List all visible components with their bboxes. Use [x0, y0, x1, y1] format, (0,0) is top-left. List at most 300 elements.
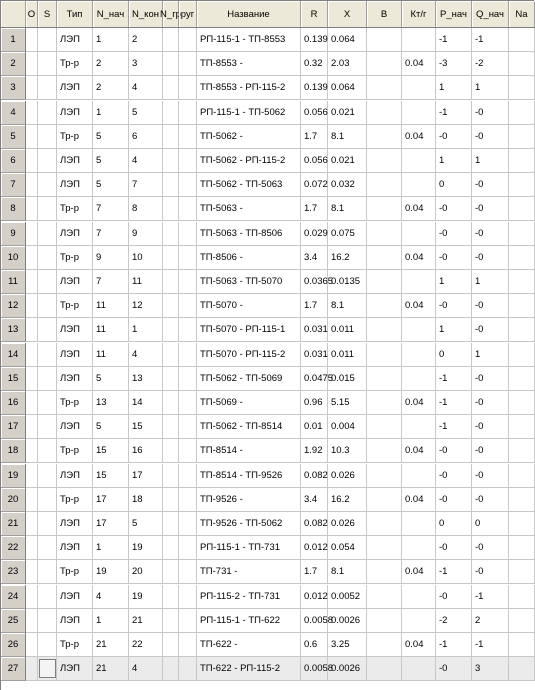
o-cell[interactable]	[26, 560, 38, 584]
kt-cell[interactable]	[402, 101, 436, 125]
name-cell[interactable]	[197, 585, 301, 609]
row-number[interactable]	[1, 294, 26, 318]
p-start-cell[interactable]	[436, 149, 472, 173]
row-number[interactable]	[1, 439, 26, 463]
name-cell[interactable]	[197, 222, 301, 246]
rug-cell[interactable]	[179, 439, 197, 463]
s-cell[interactable]	[38, 585, 57, 609]
na-cell[interactable]	[509, 343, 535, 367]
col-type[interactable]	[57, 1, 93, 27]
rug-cell[interactable]	[179, 560, 197, 584]
b-cell[interactable]	[367, 536, 402, 560]
r-cell[interactable]	[301, 585, 328, 609]
table-row[interactable]	[1, 52, 535, 76]
col-n-start[interactable]	[93, 1, 129, 27]
s-cell[interactable]	[38, 52, 57, 76]
rug-cell[interactable]	[179, 657, 197, 681]
o-cell[interactable]	[26, 391, 38, 415]
b-cell[interactable]	[367, 439, 402, 463]
na-cell[interactable]	[509, 585, 535, 609]
rug-cell[interactable]	[179, 125, 197, 149]
name-cell[interactable]	[197, 125, 301, 149]
q-start-cell[interactable]	[472, 197, 509, 221]
kt-cell[interactable]	[402, 560, 436, 584]
na-cell[interactable]	[509, 246, 535, 270]
q-start-cell[interactable]	[472, 246, 509, 270]
row-number[interactable]	[1, 318, 26, 342]
b-cell[interactable]	[367, 391, 402, 415]
r-cell[interactable]	[301, 149, 328, 173]
n-gr-cell[interactable]	[163, 367, 179, 391]
n-start-cell[interactable]	[93, 125, 129, 149]
kt-cell[interactable]	[402, 512, 436, 536]
na-cell[interactable]	[509, 318, 535, 342]
name-cell[interactable]	[197, 294, 301, 318]
n-start-cell[interactable]	[93, 367, 129, 391]
b-cell[interactable]	[367, 270, 402, 294]
col-b[interactable]	[367, 1, 402, 27]
b-cell[interactable]	[367, 367, 402, 391]
col-q-start[interactable]	[472, 1, 509, 27]
col-n-end[interactable]	[129, 1, 163, 27]
row-number[interactable]	[1, 173, 26, 197]
o-cell[interactable]	[26, 294, 38, 318]
table-row[interactable]	[1, 367, 535, 391]
s-cell[interactable]	[38, 197, 57, 221]
table-row[interactable]	[1, 512, 535, 536]
name-cell[interactable]	[197, 464, 301, 488]
col-na[interactable]	[509, 1, 535, 27]
x-cell[interactable]	[328, 52, 367, 76]
table-row[interactable]	[1, 464, 535, 488]
b-cell[interactable]	[367, 560, 402, 584]
b-cell[interactable]	[367, 512, 402, 536]
row-number[interactable]	[1, 488, 26, 512]
name-cell[interactable]	[197, 270, 301, 294]
n-gr-cell[interactable]	[163, 415, 179, 439]
n-gr-cell[interactable]	[163, 464, 179, 488]
n-end-cell[interactable]	[129, 536, 163, 560]
kt-cell[interactable]	[402, 439, 436, 463]
na-cell[interactable]	[509, 488, 535, 512]
n-gr-cell[interactable]	[163, 318, 179, 342]
rug-cell[interactable]	[179, 173, 197, 197]
row-number[interactable]	[1, 197, 26, 221]
type-cell[interactable]	[57, 464, 93, 488]
x-cell[interactable]	[328, 173, 367, 197]
q-start-cell[interactable]	[472, 415, 509, 439]
row-number[interactable]	[1, 536, 26, 560]
o-cell[interactable]	[26, 52, 38, 76]
p-start-cell[interactable]	[436, 585, 472, 609]
n-start-cell[interactable]	[93, 609, 129, 633]
n-gr-cell[interactable]	[163, 270, 179, 294]
s-cell[interactable]	[38, 28, 57, 52]
type-cell[interactable]	[57, 609, 93, 633]
rug-cell[interactable]	[179, 512, 197, 536]
n-start-cell[interactable]	[93, 343, 129, 367]
p-start-cell[interactable]	[436, 246, 472, 270]
x-cell[interactable]	[328, 28, 367, 52]
rug-cell[interactable]	[179, 246, 197, 270]
b-cell[interactable]	[367, 657, 402, 681]
name-cell[interactable]	[197, 391, 301, 415]
q-start-cell[interactable]	[472, 270, 509, 294]
table-row[interactable]	[1, 536, 535, 560]
type-cell[interactable]	[57, 222, 93, 246]
kt-cell[interactable]	[402, 585, 436, 609]
col-o[interactable]	[26, 1, 38, 27]
type-cell[interactable]	[57, 149, 93, 173]
type-cell[interactable]	[57, 318, 93, 342]
name-cell[interactable]	[197, 101, 301, 125]
table-row[interactable]	[1, 657, 535, 681]
rug-cell[interactable]	[179, 391, 197, 415]
name-cell[interactable]	[197, 367, 301, 391]
n-end-cell[interactable]	[129, 246, 163, 270]
x-cell[interactable]	[328, 101, 367, 125]
s-cell[interactable]	[38, 343, 57, 367]
p-start-cell[interactable]	[436, 391, 472, 415]
s-cell[interactable]	[38, 633, 57, 657]
o-cell[interactable]	[26, 101, 38, 125]
n-gr-cell[interactable]	[163, 536, 179, 560]
rug-cell[interactable]	[179, 464, 197, 488]
kt-cell[interactable]	[402, 391, 436, 415]
n-end-cell[interactable]	[129, 512, 163, 536]
n-end-cell[interactable]	[129, 270, 163, 294]
type-cell[interactable]	[57, 343, 93, 367]
na-cell[interactable]	[509, 512, 535, 536]
type-cell[interactable]	[57, 173, 93, 197]
rug-cell[interactable]	[179, 149, 197, 173]
p-start-cell[interactable]	[436, 560, 472, 584]
n-end-cell[interactable]	[129, 222, 163, 246]
na-cell[interactable]	[509, 76, 535, 100]
type-cell[interactable]	[57, 197, 93, 221]
rug-cell[interactable]	[179, 197, 197, 221]
r-cell[interactable]	[301, 488, 328, 512]
x-cell[interactable]	[328, 318, 367, 342]
x-cell[interactable]	[328, 125, 367, 149]
row-number[interactable]	[1, 270, 26, 294]
r-cell[interactable]	[301, 560, 328, 584]
kt-cell[interactable]	[402, 125, 436, 149]
n-gr-cell[interactable]	[163, 173, 179, 197]
col-kt[interactable]	[402, 1, 436, 27]
x-cell[interactable]	[328, 76, 367, 100]
b-cell[interactable]	[367, 294, 402, 318]
na-cell[interactable]	[509, 125, 535, 149]
n-end-cell[interactable]	[129, 464, 163, 488]
na-cell[interactable]	[509, 52, 535, 76]
n-start-cell[interactable]	[93, 246, 129, 270]
q-start-cell[interactable]	[472, 222, 509, 246]
x-cell[interactable]	[328, 488, 367, 512]
na-cell[interactable]	[509, 28, 535, 52]
r-cell[interactable]	[301, 173, 328, 197]
rug-cell[interactable]	[179, 415, 197, 439]
n-start-cell[interactable]	[93, 488, 129, 512]
p-start-cell[interactable]	[436, 512, 472, 536]
s-cell[interactable]	[38, 512, 57, 536]
b-cell[interactable]	[367, 149, 402, 173]
b-cell[interactable]	[367, 609, 402, 633]
n-start-cell[interactable]	[93, 101, 129, 125]
table-row[interactable]	[1, 28, 535, 52]
n-gr-cell[interactable]	[163, 512, 179, 536]
o-cell[interactable]	[26, 657, 38, 681]
n-gr-cell[interactable]	[163, 294, 179, 318]
n-end-cell[interactable]	[129, 415, 163, 439]
rug-cell[interactable]	[179, 28, 197, 52]
na-cell[interactable]	[509, 391, 535, 415]
n-end-cell[interactable]	[129, 657, 163, 681]
n-start-cell[interactable]	[93, 633, 129, 657]
type-cell[interactable]	[57, 367, 93, 391]
q-start-cell[interactable]	[472, 28, 509, 52]
type-cell[interactable]	[57, 391, 93, 415]
p-start-cell[interactable]	[436, 318, 472, 342]
na-cell[interactable]	[509, 197, 535, 221]
kt-cell[interactable]	[402, 173, 436, 197]
n-end-cell[interactable]	[129, 488, 163, 512]
n-gr-cell[interactable]	[163, 657, 179, 681]
q-start-cell[interactable]	[472, 343, 509, 367]
n-gr-cell[interactable]	[163, 197, 179, 221]
q-start-cell[interactable]	[472, 585, 509, 609]
table-row[interactable]	[1, 222, 535, 246]
p-start-cell[interactable]	[436, 28, 472, 52]
r-cell[interactable]	[301, 367, 334, 391]
n-gr-cell[interactable]	[163, 560, 179, 584]
r-cell[interactable]	[301, 197, 328, 221]
b-cell[interactable]	[367, 125, 402, 149]
r-cell[interactable]	[301, 609, 334, 633]
n-end-cell[interactable]	[129, 28, 163, 52]
row-number[interactable]	[1, 246, 26, 270]
n-start-cell[interactable]	[93, 222, 129, 246]
n-start-cell[interactable]	[93, 439, 129, 463]
na-cell[interactable]	[509, 439, 535, 463]
q-start-cell[interactable]	[472, 318, 509, 342]
r-cell[interactable]	[301, 52, 328, 76]
n-end-cell[interactable]	[129, 125, 163, 149]
r-cell[interactable]	[301, 270, 334, 294]
x-cell[interactable]	[328, 367, 367, 391]
o-cell[interactable]	[26, 464, 38, 488]
x-cell[interactable]	[328, 294, 367, 318]
n-gr-cell[interactable]	[163, 76, 179, 100]
s-cell[interactable]	[38, 488, 57, 512]
n-gr-cell[interactable]	[163, 222, 179, 246]
n-end-cell[interactable]	[129, 101, 163, 125]
row-number[interactable]	[1, 76, 26, 100]
row-number[interactable]	[1, 28, 26, 52]
p-start-cell[interactable]	[436, 76, 472, 100]
n-start-cell[interactable]	[93, 512, 129, 536]
n-end-cell[interactable]	[129, 609, 163, 633]
n-start-cell[interactable]	[93, 197, 129, 221]
name-cell[interactable]	[197, 633, 301, 657]
n-gr-cell[interactable]	[163, 343, 179, 367]
r-cell[interactable]	[301, 76, 328, 100]
x-cell[interactable]	[328, 439, 367, 463]
table-row[interactable]	[1, 270, 535, 294]
n-start-cell[interactable]	[93, 464, 129, 488]
r-cell[interactable]	[301, 318, 328, 342]
table-row[interactable]	[1, 76, 535, 100]
na-cell[interactable]	[509, 101, 535, 125]
s-cell[interactable]	[38, 125, 57, 149]
kt-cell[interactable]	[402, 367, 436, 391]
n-start-cell[interactable]	[93, 270, 129, 294]
b-cell[interactable]	[367, 173, 402, 197]
kt-cell[interactable]	[402, 609, 436, 633]
name-cell[interactable]	[197, 512, 301, 536]
rug-cell[interactable]	[179, 343, 197, 367]
s-cell[interactable]	[38, 173, 57, 197]
kt-cell[interactable]	[402, 464, 436, 488]
b-cell[interactable]	[367, 101, 402, 125]
o-cell[interactable]	[26, 197, 38, 221]
b-cell[interactable]	[367, 318, 402, 342]
row-number[interactable]	[1, 657, 26, 681]
table-row[interactable]	[1, 439, 535, 463]
n-start-cell[interactable]	[93, 149, 129, 173]
o-cell[interactable]	[26, 246, 38, 270]
table-row[interactable]	[1, 149, 535, 173]
x-cell[interactable]	[328, 415, 367, 439]
x-cell[interactable]	[328, 343, 367, 367]
o-cell[interactable]	[26, 488, 38, 512]
col-x[interactable]	[328, 1, 367, 27]
kt-cell[interactable]	[402, 222, 436, 246]
row-number[interactable]	[1, 149, 26, 173]
na-cell[interactable]	[509, 657, 535, 681]
n-end-cell[interactable]	[129, 294, 163, 318]
na-cell[interactable]	[509, 149, 535, 173]
row-number[interactable]	[1, 560, 26, 584]
r-cell[interactable]	[301, 633, 328, 657]
name-cell[interactable]	[197, 173, 301, 197]
n-start-cell[interactable]	[93, 76, 129, 100]
name-cell[interactable]	[197, 246, 301, 270]
n-gr-cell[interactable]	[163, 246, 179, 270]
n-gr-cell[interactable]	[163, 488, 179, 512]
kt-cell[interactable]	[402, 536, 436, 560]
type-cell[interactable]	[57, 585, 93, 609]
q-start-cell[interactable]	[472, 464, 509, 488]
na-cell[interactable]	[509, 415, 535, 439]
n-gr-cell[interactable]	[163, 391, 179, 415]
p-start-cell[interactable]	[436, 197, 472, 221]
name-cell[interactable]	[197, 415, 301, 439]
table-row[interactable]	[1, 560, 535, 584]
rug-cell[interactable]	[179, 585, 197, 609]
na-cell[interactable]	[509, 173, 535, 197]
o-cell[interactable]	[26, 173, 38, 197]
n-end-cell[interactable]	[129, 343, 163, 367]
table-row[interactable]	[1, 294, 535, 318]
type-cell[interactable]	[57, 28, 93, 52]
n-end-cell[interactable]	[129, 391, 163, 415]
kt-cell[interactable]	[402, 76, 436, 100]
na-cell[interactable]	[509, 633, 535, 657]
n-end-cell[interactable]	[129, 76, 163, 100]
type-cell[interactable]	[57, 270, 93, 294]
q-start-cell[interactable]	[472, 149, 509, 173]
s-cell[interactable]	[38, 76, 57, 100]
r-cell[interactable]	[301, 415, 328, 439]
p-start-cell[interactable]	[436, 367, 472, 391]
kt-cell[interactable]	[402, 488, 436, 512]
p-start-cell[interactable]	[436, 52, 472, 76]
o-cell[interactable]	[26, 28, 38, 52]
kt-cell[interactable]	[402, 149, 436, 173]
name-cell[interactable]	[197, 560, 301, 584]
b-cell[interactable]	[367, 585, 402, 609]
r-cell[interactable]	[301, 222, 328, 246]
na-cell[interactable]	[509, 464, 535, 488]
o-cell[interactable]	[26, 76, 38, 100]
na-cell[interactable]	[509, 536, 535, 560]
p-start-cell[interactable]	[436, 222, 472, 246]
r-cell[interactable]	[301, 246, 328, 270]
q-start-cell[interactable]	[472, 52, 509, 76]
type-cell[interactable]	[57, 415, 93, 439]
x-cell[interactable]	[328, 149, 367, 173]
kt-cell[interactable]	[402, 270, 436, 294]
b-cell[interactable]	[367, 246, 402, 270]
b-cell[interactable]	[367, 197, 402, 221]
row-number[interactable]	[1, 415, 26, 439]
type-cell[interactable]	[57, 294, 93, 318]
q-start-cell[interactable]	[472, 609, 509, 633]
table-row[interactable]	[1, 488, 535, 512]
r-cell[interactable]	[301, 391, 328, 415]
type-cell[interactable]	[57, 101, 93, 125]
na-cell[interactable]	[509, 560, 535, 584]
r-cell[interactable]	[301, 28, 328, 52]
kt-cell[interactable]	[402, 633, 436, 657]
rug-cell[interactable]	[179, 367, 197, 391]
s-cell[interactable]	[38, 318, 57, 342]
na-cell[interactable]	[509, 222, 535, 246]
kt-cell[interactable]	[402, 415, 436, 439]
n-gr-cell[interactable]	[163, 125, 179, 149]
n-gr-cell[interactable]	[163, 439, 179, 463]
type-cell[interactable]	[57, 536, 93, 560]
n-end-cell[interactable]	[129, 197, 163, 221]
q-start-cell[interactable]	[472, 536, 509, 560]
name-cell[interactable]	[197, 439, 301, 463]
o-cell[interactable]	[26, 343, 38, 367]
s-cell[interactable]	[38, 657, 57, 681]
table-row[interactable]	[1, 391, 535, 415]
r-cell[interactable]	[301, 439, 328, 463]
p-start-cell[interactable]	[436, 633, 472, 657]
s-cell[interactable]	[38, 464, 57, 488]
b-cell[interactable]	[367, 343, 402, 367]
type-cell[interactable]	[57, 52, 93, 76]
row-number[interactable]	[1, 52, 26, 76]
n-end-cell[interactable]	[129, 52, 163, 76]
n-start-cell[interactable]	[93, 415, 129, 439]
n-end-cell[interactable]	[129, 560, 163, 584]
s-cell[interactable]	[38, 536, 57, 560]
p-start-cell[interactable]	[436, 125, 472, 149]
